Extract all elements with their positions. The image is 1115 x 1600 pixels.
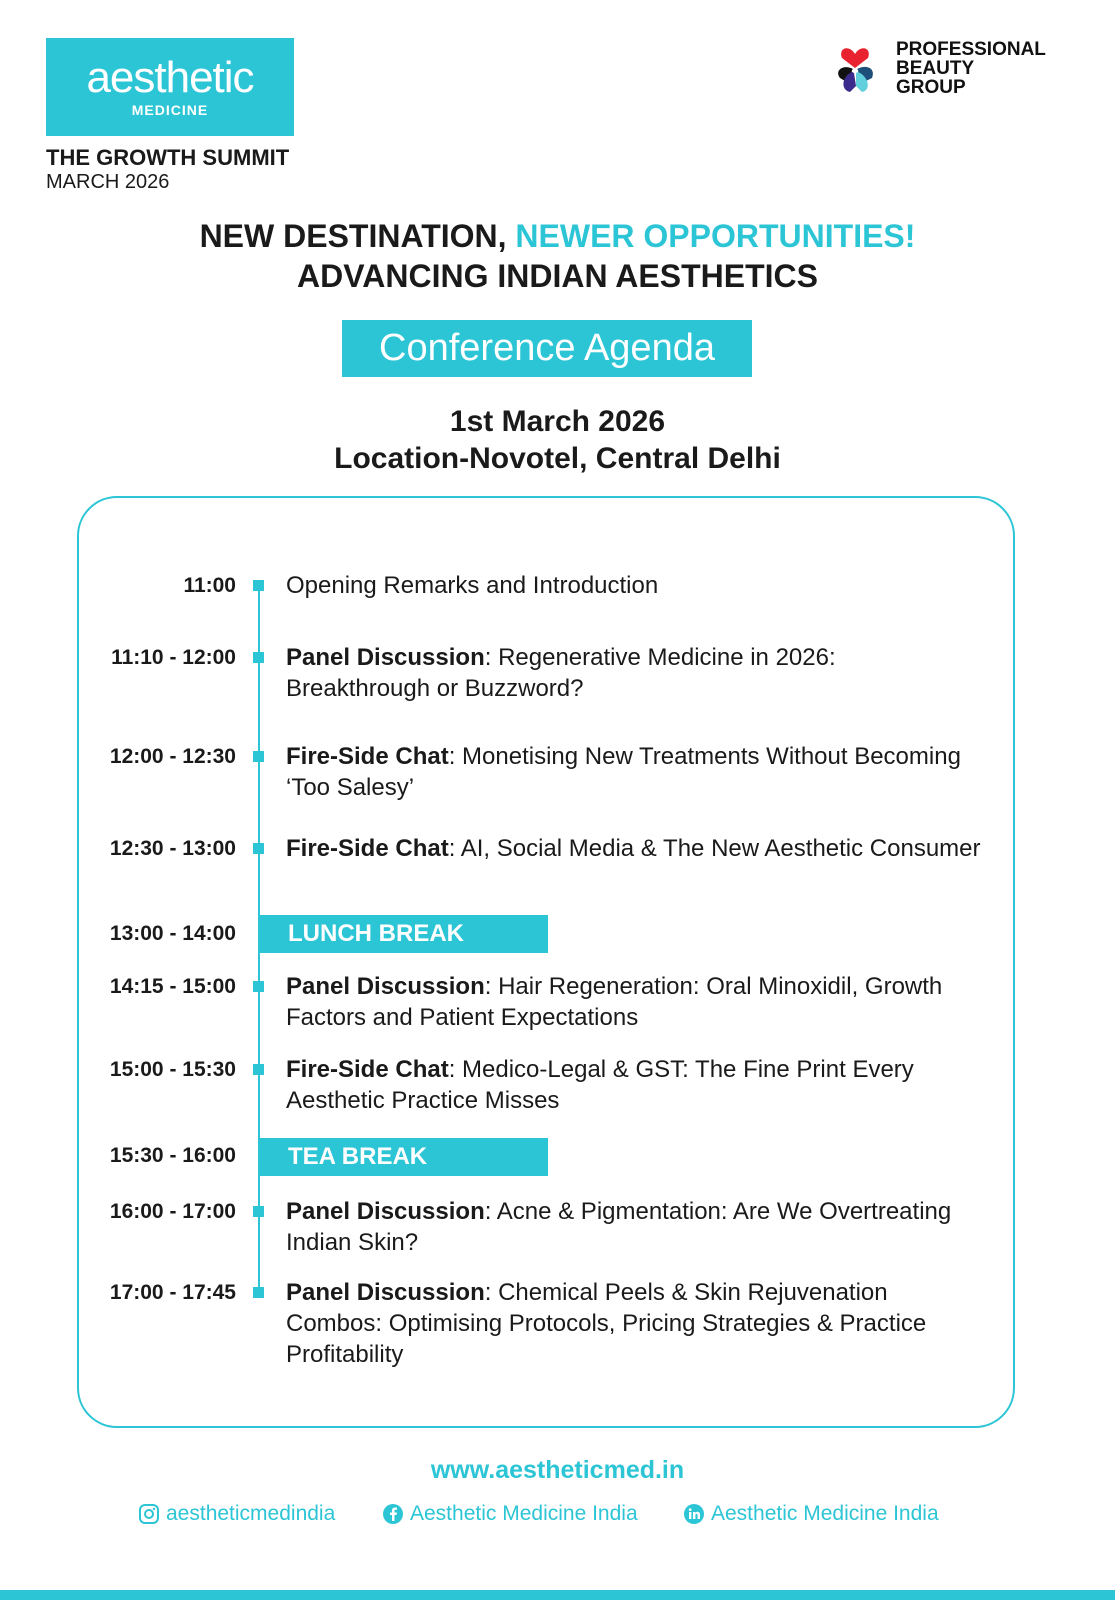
agenda-description xyxy=(286,1196,986,1258)
partner-line-2: BEAUTY xyxy=(896,58,975,79)
agenda-text: : Acne & Pigmentation: Are We Overtreating Indian Skin? xyxy=(286,1198,952,1256)
agenda-text: : Monetising New Treatments Without Becoming ‘Too Salesy’ xyxy=(286,743,961,801)
agenda-text: Opening Remarks and Introduction xyxy=(286,572,659,599)
agenda-time: 11:00 xyxy=(183,574,236,597)
linkedin-icon xyxy=(683,1503,705,1525)
aesthetic-medicine-logo xyxy=(46,38,294,136)
social-linkedin[interactable] xyxy=(683,1500,939,1528)
agenda-description xyxy=(286,570,986,601)
agenda-description xyxy=(286,741,986,803)
timeline-dot xyxy=(253,751,264,762)
logo-wordmark: aesthetic xyxy=(86,53,254,102)
agenda-type: Fire-Side Chat xyxy=(286,743,449,770)
agenda-description xyxy=(286,1054,986,1116)
agenda-text: : Medico-Legal & GST: The Fine Print Every Aesthetic Practice Misses xyxy=(286,1056,914,1114)
partner-line-1: PROFESSIONAL xyxy=(896,39,1046,60)
agenda-time: 11:10 - 12:00 xyxy=(111,646,236,669)
agenda-title: Conference Agenda xyxy=(342,320,752,377)
agenda-time: 14:15 - 15:00 xyxy=(109,975,236,998)
agenda-text: : Regenerative Medicine in 2026: Breakthrough or Buzzword? xyxy=(286,644,836,702)
agenda-type: Panel Discussion xyxy=(286,973,485,1000)
headline-part-1: NEW DESTINATION, xyxy=(199,218,516,254)
facebook-icon xyxy=(382,1503,404,1525)
professional-beauty-group-logo xyxy=(822,36,1062,102)
agenda-description xyxy=(286,1277,986,1370)
agenda-type: Panel Discussion xyxy=(286,644,485,671)
agenda-time: 12:30 - 13:00 xyxy=(109,837,236,860)
bottom-accent-bar xyxy=(0,1590,1115,1600)
agenda-text: : Hair Regeneration: Oral Minoxidil, Growth Factors and Patient Expectations xyxy=(286,973,943,1031)
partner-name xyxy=(896,40,1046,97)
social-facebook[interactable] xyxy=(382,1500,638,1528)
timeline-dot xyxy=(253,1287,264,1298)
timeline-dot xyxy=(253,1064,264,1075)
timeline-dot xyxy=(253,652,264,663)
timeline-dot xyxy=(253,1206,264,1217)
summit-info xyxy=(46,146,289,194)
agenda-time: 16:00 - 17:00 xyxy=(109,1200,236,1223)
timeline-dot xyxy=(253,981,264,992)
instagram-handle: aestheticmedindia xyxy=(166,1502,336,1525)
headline-line-2: ADVANCING INDIAN AESTHETICS xyxy=(297,258,818,294)
instagram-icon xyxy=(138,1503,160,1525)
timeline-dot xyxy=(253,580,264,591)
agenda-text: : AI, Social Media & The New Aesthetic Consumer xyxy=(448,835,981,862)
linkedin-handle: Aesthetic Medicine India xyxy=(711,1502,939,1525)
agenda-type: Fire-Side Chat xyxy=(286,835,449,862)
headline-line-1 xyxy=(0,216,1115,256)
agenda-type: Panel Discussion xyxy=(286,1279,485,1306)
social-instagram[interactable] xyxy=(138,1500,335,1528)
tea-break-banner: TEA BREAK xyxy=(259,1138,548,1176)
agenda-type: Fire-Side Chat xyxy=(286,1056,449,1083)
timeline-dot xyxy=(253,843,264,854)
agenda-description xyxy=(286,642,986,704)
event-date: 1st March 2026 xyxy=(449,405,666,438)
summit-date: MARCH 2026 xyxy=(46,171,170,193)
agenda-text: : Chemical Peels & Skin Rejuvenation Combos: Optimising Protocols, Pricing Strategies & Practice Profitability xyxy=(286,1279,927,1368)
partner-line-3: GROUP xyxy=(896,77,966,98)
agenda-type: Panel Discussion xyxy=(286,1198,485,1225)
agenda-time: 15:00 - 15:30 xyxy=(109,1058,236,1081)
event-location: Location-Novotel, Central Delhi xyxy=(334,442,781,475)
agenda-time: 13:00 - 14:00 xyxy=(109,922,236,945)
summit-title: THE GROWTH SUMMIT xyxy=(46,145,290,170)
agenda-time: 15:30 - 16:00 xyxy=(109,1144,236,1167)
headline-accent: NEWER OPPORTUNITIES! xyxy=(515,218,916,254)
lunch-break-banner: LUNCH BREAK xyxy=(259,915,548,953)
agenda-time: 17:00 - 17:45 xyxy=(109,1281,236,1304)
hearts-cluster-icon xyxy=(822,36,888,102)
agenda-time: 12:00 - 12:30 xyxy=(109,745,236,768)
logo-subtitle: MEDICINE xyxy=(131,102,209,118)
agenda-description xyxy=(286,833,986,864)
agenda-description xyxy=(286,971,986,1033)
facebook-handle: Aesthetic Medicine India xyxy=(410,1502,638,1525)
website-link[interactable]: www.aestheticmed.in xyxy=(430,1456,685,1484)
